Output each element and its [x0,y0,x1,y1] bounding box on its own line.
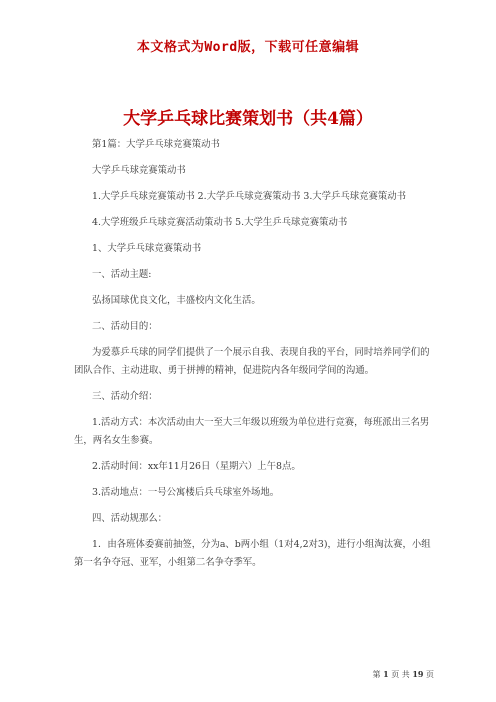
paragraph: 弘扬国球优良文化，丰盛校内文化生活。 [92,295,261,306]
footer-suffix: 页 [426,670,434,679]
paragraph: 为爱慕乒乓球的同学们提供了一个展示自我、表现自我的平台，同时培养同学们的团队合作、主动进取、勇于拼搏的精神，促进院内各年级同学间的沟通。 [74,347,430,376]
footer-prefix: 第 [372,670,381,679]
page-footer [373,669,434,680]
paragraph: 3.活动地点：一号公寓楼后兵乓球室外场地。 [92,487,280,498]
download-banner: 本文格式为Word版，下载可任意编辑 [136,40,360,55]
paragraph: 4.大学班级乒乓球竞赛活动策动书 5.大学生乒乓球竞赛策动书 [92,217,348,228]
paragraph: 1.大学乒乓球竞赛策动书 2.大学乒乓球竞赛策动书 3.大学乒乓球竞赛策动书 [92,191,407,202]
paragraph: 三、活动介绍： [92,391,158,402]
current-page-number: 1 [383,669,389,679]
paragraph: 1、大学乒乓球竞赛策动书 [92,243,202,254]
document-title: 大学乒乓球比赛策划书（共4篇） [123,109,373,129]
document-body [74,136,432,580]
paragraph: 2.活动时间：xx年11月26日（星期六）上午8点。 [92,461,301,472]
footer-mid: 页 共 [391,670,410,679]
paragraph: 1．由各班体委赛前抽签，分为a、b两小组（1对4,2对3)，进行小组淘汰赛，小组第一名争夺冠、亚军，小组第二名争夺季军。 [74,539,431,568]
paragraph: 1.活动方式：本次活动由大一至大三年级以班级为单位进行竞赛，每班派出三名男生，两名女生参赛。 [74,417,430,446]
paragraph: 四、活动规那么： [92,513,168,524]
total-page-count: 19 [412,669,424,679]
paragraph: 二、活动目的： [92,321,158,332]
paragraph: 一、活动主题: [92,269,152,280]
paragraph: 大学乒乓球竞赛策动书 [92,165,186,176]
paragraph: 第1篇：大学乒乓球竞赛策动书 [92,139,220,150]
